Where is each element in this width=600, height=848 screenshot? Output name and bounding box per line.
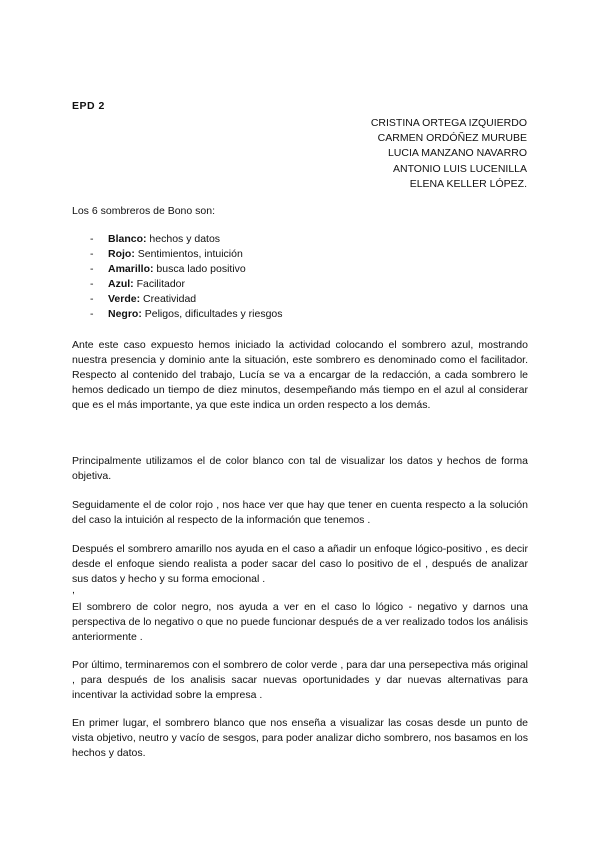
hat-name: Negro: bbox=[108, 308, 142, 320]
author-name: ANTONIO LUIS LUCENILLA bbox=[392, 162, 527, 175]
hat-desc: Facilitador bbox=[133, 278, 186, 290]
hat-desc: Peligos, dificultades y riesgos bbox=[141, 308, 283, 320]
hat-name: Azul: bbox=[108, 278, 134, 290]
author-name: ELENA KELLER LÓPEZ. bbox=[409, 177, 527, 190]
paragraph-amarillo: Después el sombrero amarillo nos ayuda en el caso a añadir un enfoque lógico-positivo , es decir desde el enfoque siendo realista a poder sacar del caso lo positivo de el , después de analizar sus datos y hecho y su forma emocional . bbox=[72, 543, 528, 585]
hat-item-rojo bbox=[90, 247, 283, 262]
stray-comma: , bbox=[72, 584, 75, 596]
hat-name: Amarillo: bbox=[108, 263, 154, 275]
paragraph-azul: Ante este caso expuesto hemos iniciado la actividad colocando el sombrero azul, mostrando nuestra presencia y dominio ante la situación, este sombrero es denominado como el facilitador. Respecto al contenido del trabajo, Lucía se va a encargar de la redacción, a cada sombrero le hemos dedicado un tiempo de diez minutos, desempeñando más tiempo en el azul al considerar que es el más importante, ya que este indica un orden respecto a los demás. bbox=[72, 339, 528, 411]
paragraph-blanco: Principalmente utilizamos el de color blanco con tal de visualizar los datos y hechos de forma objetiva. bbox=[72, 455, 528, 482]
hat-item-blanco bbox=[90, 232, 283, 247]
document-title: EPD 2 bbox=[72, 100, 105, 112]
hat-item-negro bbox=[90, 307, 283, 322]
paragraph-rojo: Seguidamente el de color rojo , nos hace ver que hay que tener en cuenta respecto a la solución del caso la intuición al respecto de la información que tenemos . bbox=[72, 499, 528, 526]
hat-item-amarillo bbox=[90, 262, 283, 277]
hat-item-verde bbox=[90, 292, 283, 307]
hats-list bbox=[90, 232, 283, 322]
hat-desc: hechos y datos bbox=[146, 233, 221, 245]
hat-desc: Sentimientos, intuición bbox=[134, 248, 243, 260]
author-name: CARMEN ORDÓÑEZ MURUBE bbox=[377, 132, 527, 145]
hat-name: Blanco: bbox=[108, 233, 147, 245]
paragraph-verde: Por último, terminaremos con el sombrero de color verde , para dar una persepectiva más original , para después de los analisis sacar nuevas oportunidades y dar nuevas alternativas para incentivar la actividad sobre la empresa . bbox=[72, 659, 528, 701]
hat-desc: busca lado positivo bbox=[153, 263, 246, 275]
paragraph-primer-lugar: En primer lugar, el sombrero blanco que nos enseña a visualizar las cosas desde un punto de vista objetivo, neutro y vacío de sesgos, para poder analizar dicho sombrero, nos basamos en los hechos y datos. bbox=[72, 717, 528, 759]
intro-line: Los 6 sombreros de Bono son: bbox=[72, 205, 216, 217]
paragraph-negro: El sombrero de color negro, nos ayuda a ver en el caso lo lógico - negativo y darnos una perspectiva de lo negativo o que no puede funcionar después de a ver realizado todos los análisis anteriormente . bbox=[72, 601, 528, 643]
hat-name: Verde: bbox=[108, 293, 141, 305]
author-name: LUCIA MANZANO NAVARRO bbox=[387, 147, 527, 160]
author-name: CRISTINA ORTEGA IZQUIERDO bbox=[370, 117, 527, 129]
author-list bbox=[371, 116, 527, 192]
hat-item-azul bbox=[90, 277, 283, 292]
hat-desc: Creatividad bbox=[140, 293, 197, 305]
hat-name: Rojo: bbox=[108, 248, 135, 260]
